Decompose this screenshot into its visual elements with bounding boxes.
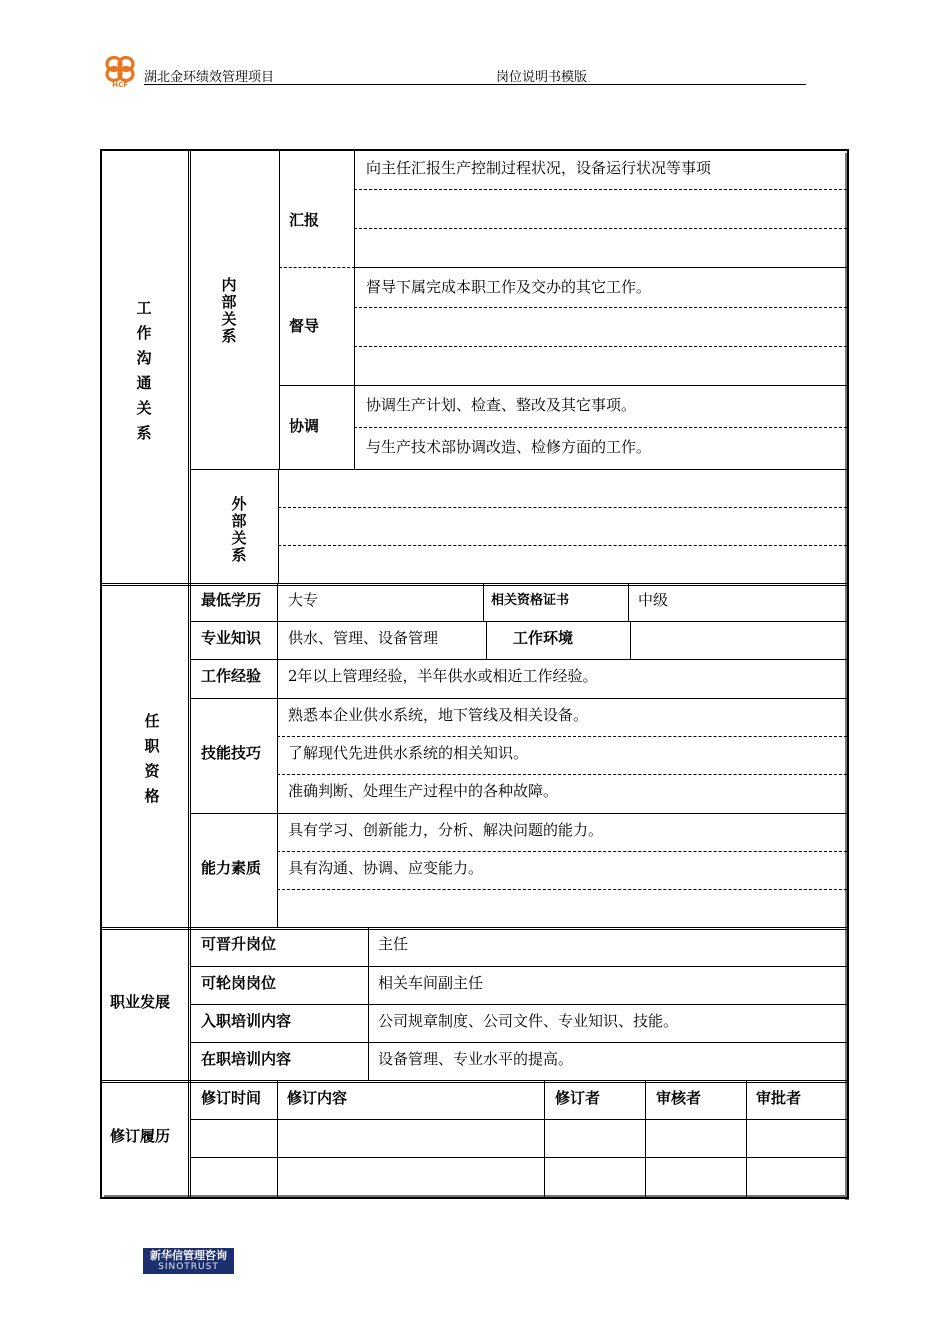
revision-row-line-2 (190, 1157, 847, 1158)
career-onboarding-value: 公司规章制度、公司文件、专业知识、技能。 (378, 1012, 679, 1030)
career-onboarding-label: 入职培训内容 (201, 1012, 292, 1030)
internal-divider (279, 151, 280, 469)
report-dash-1 (354, 189, 847, 190)
education-value: 大专 (288, 591, 319, 609)
experience-value: 2年以上管理经验，半年供水或相近工作经验。 (288, 667, 598, 685)
revision-col-reviewer: 审核者 (656, 1089, 702, 1107)
ability-label: 能力素质 (201, 859, 262, 877)
career-rotation-value: 相关车间副主任 (378, 974, 484, 992)
report-line-1: 向主任汇报生产控制过程状况，设备运行状况等事项 (366, 159, 712, 177)
education-label: 最低学历 (201, 591, 262, 609)
certificate-label: 相关资格证书 (491, 593, 570, 608)
ability-dash-1 (277, 851, 847, 852)
env-value-divider (630, 621, 631, 659)
row-line-3 (190, 698, 847, 699)
supervise-dash-2 (354, 346, 847, 347)
revision-section-label: 修订履历 (110, 1127, 171, 1145)
revision-col-divider-2 (544, 1080, 545, 1197)
supervise-dash-1 (354, 307, 847, 308)
internal-relations-label: 内部关系 (221, 276, 237, 345)
coordinate-dash-1 (354, 427, 847, 428)
career-promotion-value: 主任 (378, 935, 409, 953)
skills-dash-1 (277, 736, 847, 737)
skills-label: 技能技巧 (201, 744, 262, 762)
career-section-label: 职业发展 (110, 993, 171, 1011)
coordinate-line-2: 与生产技术部协调改造、检修方面的工作。 (366, 438, 652, 456)
report-bottom-line (354, 267, 847, 268)
supervise-line-1: 督导下属完成本职工作及交办的其它工作。 (366, 278, 652, 296)
career-inservice-value: 设备管理、专业水平的提高。 (378, 1050, 574, 1068)
revision-col-reviser: 修订者 (555, 1089, 601, 1107)
career-line-1 (190, 966, 847, 967)
revision-col-divider-3 (645, 1080, 646, 1197)
row-line-1 (190, 621, 847, 622)
communication-section-label: 工作沟通关系 (136, 299, 152, 442)
know-env-divider (486, 621, 487, 659)
ability-dash-2 (277, 889, 847, 890)
divider-communication (102, 583, 847, 586)
career-line-2 (190, 1004, 847, 1005)
job-description-form (100, 149, 849, 1200)
coordinate-label: 协调 (289, 417, 320, 435)
external-dash-1 (278, 507, 847, 508)
row-line-2 (190, 659, 847, 660)
footer-consultancy-logo (143, 1248, 234, 1274)
row-line-4 (190, 813, 847, 814)
revision-col-content: 修订内容 (287, 1089, 348, 1107)
report-dash-separator (279, 267, 355, 268)
company-logo (100, 54, 140, 88)
document-title: 岗位说明书模版 (496, 70, 588, 85)
report-dash-2 (354, 228, 847, 229)
edu-cert-divider (483, 583, 484, 621)
footer-logo-en: SINOTRUST (158, 1262, 219, 1272)
skill-line-1: 熟悉本企业供水系统，地下管线及相关设备。 (288, 706, 589, 724)
career-inservice-label: 在职培训内容 (201, 1050, 292, 1068)
internal-bottom-line (190, 469, 847, 470)
page-header (100, 54, 806, 86)
ability-line-2: 具有沟通、协调、应变能力。 (288, 859, 484, 877)
external-relations-label: 外部关系 (231, 495, 247, 564)
revision-col-divider-1 (277, 1080, 278, 1197)
report-label: 汇报 (289, 211, 320, 229)
revision-row-line-1 (190, 1119, 847, 1120)
career-rotation-label: 可轮岗岗位 (201, 974, 277, 992)
environment-label: 工作环境 (513, 629, 574, 647)
type-divider (354, 151, 355, 469)
external-dash-2 (278, 545, 847, 546)
divider-career (102, 1080, 847, 1083)
external-divider (278, 469, 279, 583)
certificate-value: 中级 (638, 591, 669, 609)
logo-text: HCF (112, 81, 128, 88)
supervise-label: 督导 (289, 317, 320, 335)
career-line-3 (190, 1042, 847, 1043)
header-rule (144, 84, 806, 85)
experience-label: 工作经验 (201, 667, 262, 685)
qualification-label-divider (277, 583, 278, 927)
skill-line-2: 了解现代先进供水系统的相关知识。 (288, 744, 529, 762)
revision-col-divider-4 (746, 1080, 747, 1197)
supervise-bottom-line (279, 385, 847, 386)
skills-dash-2 (277, 774, 847, 775)
divider-qualification (102, 927, 847, 930)
coordinate-line-1: 协调生产计划、检查、整改及其它事项。 (366, 396, 637, 414)
qualification-section-label: 任职资格 (144, 712, 160, 805)
footer-logo-cn: 新华信管理咨询 (150, 1249, 227, 1262)
label-column-divider (188, 151, 191, 1197)
revision-col-time: 修订时间 (201, 1089, 262, 1107)
skill-line-3: 准确判断、处理生产过程中的各种故障。 (288, 782, 559, 800)
project-title: 湖北金环绩效管理项目 (144, 70, 275, 85)
revision-col-approver: 审批者 (756, 1089, 802, 1107)
cert-value-divider (628, 583, 629, 621)
ability-line-1: 具有学习、创新能力，分析、解决问题的能力。 (288, 821, 604, 839)
knowledge-label: 专业知识 (201, 629, 262, 647)
career-promotion-label: 可晋升岗位 (201, 935, 277, 953)
knowledge-value: 供水、管理、设备管理 (288, 629, 439, 647)
